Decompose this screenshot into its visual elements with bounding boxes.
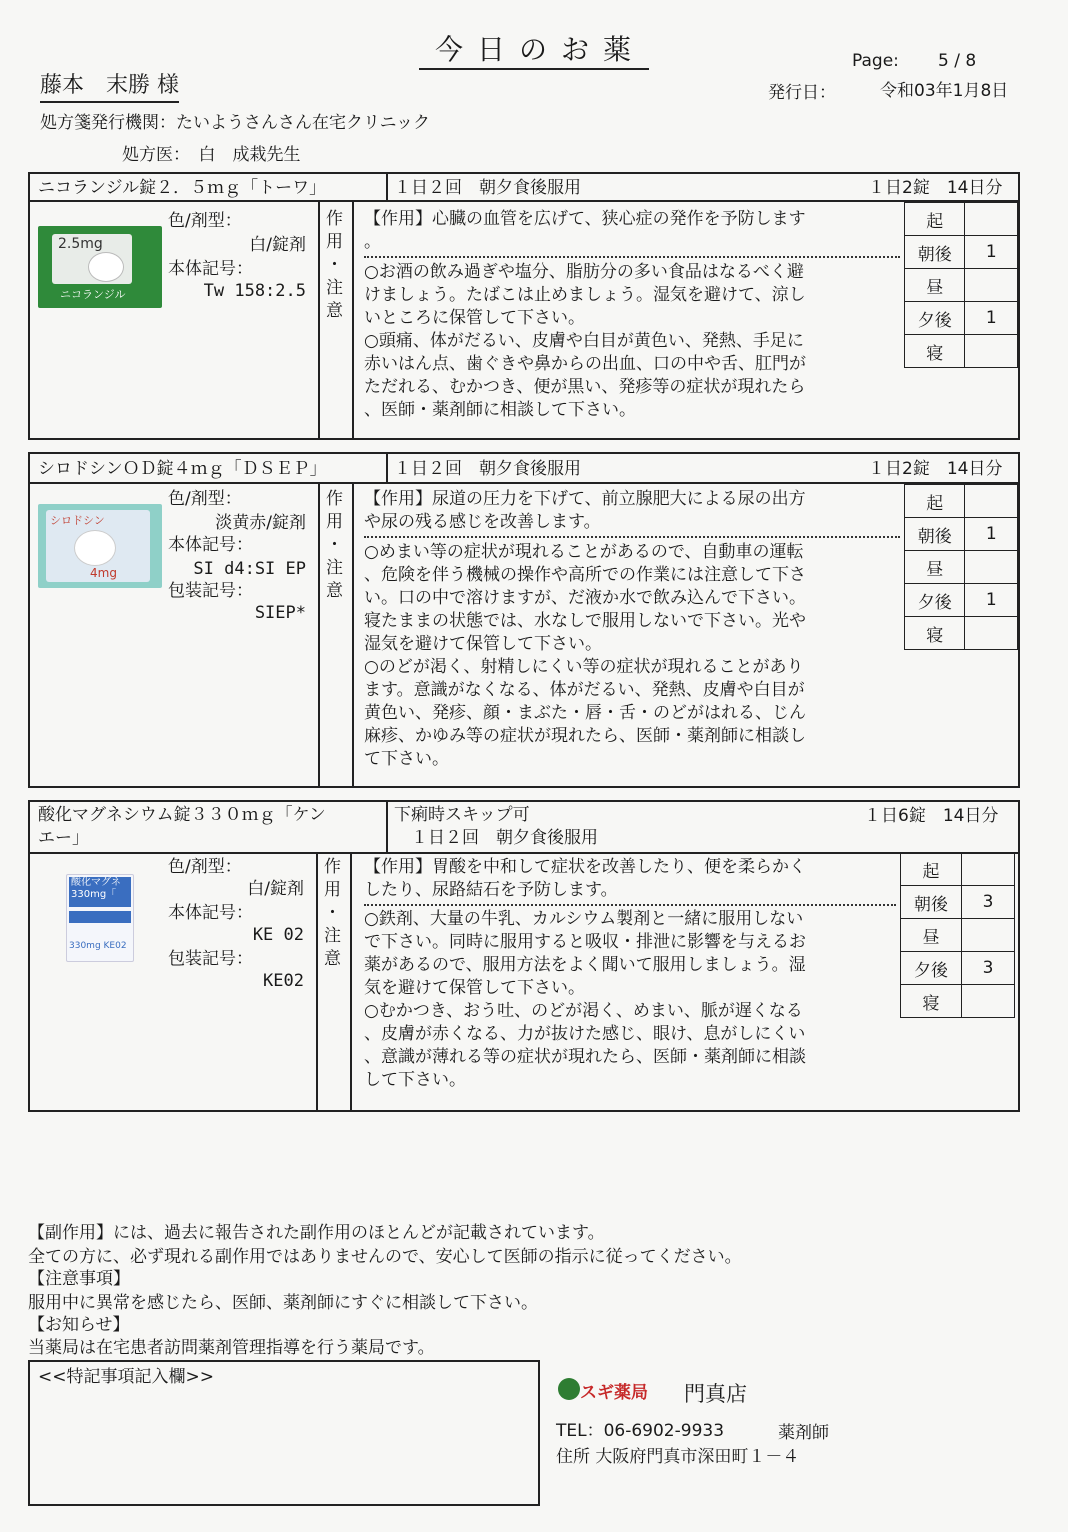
pharmacy-tel: TEL：06-6902-9933 bbox=[556, 1421, 725, 1441]
body-code-value: SI d4:SI EP bbox=[193, 559, 306, 579]
med-effect: 【作用】胃酸を中和して症状を改善したり、便を柔らかく したり、尿路結石を予防します。 bbox=[364, 857, 806, 900]
med-effect: 【作用】尿道の圧力を下げて、前立腺肥大による尿の出方 や尿の残る感じを改善します。 bbox=[364, 489, 806, 532]
med-dose: １日6錠 14日分 bbox=[864, 806, 999, 826]
notice-text: 当薬局は在宅患者訪問薬剤管理指導を行う薬局です。 bbox=[28, 1338, 435, 1358]
issue-date: 令和03年1月8日 bbox=[880, 81, 1009, 101]
pharmacist-label: 薬剤師 bbox=[778, 1423, 829, 1443]
color-value: 淡黄赤/錠剤 bbox=[215, 513, 306, 533]
medication-card-2 bbox=[28, 452, 1020, 788]
caution-title: 【注意事項】 bbox=[28, 1269, 130, 1289]
color-label: 色/剤型： bbox=[168, 857, 242, 877]
action-caution-label: 作 用 ・ 注 意 bbox=[326, 209, 343, 321]
issue-date-label: 発行日： bbox=[768, 83, 836, 103]
med-dose: １日2錠 14日分 bbox=[868, 459, 1003, 479]
pharmacy-address: 住所 大阪府門真市深田町１－４ bbox=[556, 1447, 800, 1467]
package-code-label: 包装記号： bbox=[168, 581, 253, 601]
package-code-value: KE02 bbox=[263, 971, 304, 991]
package-code-value: SIEP* bbox=[254, 603, 306, 623]
pharmacy-brand: スギ薬局 bbox=[580, 1383, 648, 1403]
action-caution-label: 作 用 ・ 注 意 bbox=[326, 489, 343, 601]
special-notes-label: <<特記事項記入欄>> bbox=[38, 1367, 214, 1387]
page-label: Page: bbox=[852, 51, 899, 71]
med-caution: ○鉄剤、大量の牛乳、カルシウム製剤と一緒に服用しない で下さい。同時に服用すると吸収・排泄に影響を与えるお 薬があるので、服用方法をよく聞いて服用しましょう。湿 気を避けて保管して下さい。 ○むかつき、おう吐、のどが渇く、めまい、脈が遅くなる 、皮膚が赤くなる、力が抜けた感じ、眼け、息がしにくい 、意識が薄れる等の症状が現れたら、医師・薬剤師に相談 して下さい。 bbox=[364, 909, 806, 1090]
body-code-label: 本体記号： bbox=[168, 535, 253, 555]
color-value: 白/錠剤 bbox=[249, 235, 306, 255]
color-label: 色/剤型： bbox=[168, 211, 242, 231]
caution-text: 服用中に異常を感じたら、医師、薬剤師にすぐに相談して下さい。 bbox=[28, 1293, 538, 1313]
pill-image: 2.5mg ニコランジル bbox=[38, 226, 162, 308]
pharmacy-store: 門真店 bbox=[684, 1382, 747, 1406]
document-title: 今日のお薬 bbox=[0, 28, 1068, 68]
dosing-schedule: 起 朝後 1 昼 夕後 1 寝 bbox=[904, 484, 1018, 650]
body-code-label: 本体記号： bbox=[168, 903, 253, 923]
patient-name: 藤本 末勝 様 bbox=[40, 68, 179, 103]
med-caution: ○お酒の飲み過ぎや塩分、脂肪分の多い食品はなるべく避 けましょう。たばこは止めましょう。湿気を避けて、涼し いところに保管して下さい。 ○頭痛、体がだるい、皮膚や白目が黄色い、発熱、手足に 赤いはん点、歯ぐきや鼻からの出血、口の中や舌、肛門が ただれる、むかつき、便が黒い、発疹等の症状が現れたら 、医師・薬剤師に相談して下さい。 bbox=[364, 262, 806, 420]
prescribing-doctor: 処方医： 白 成栽先生 bbox=[122, 145, 301, 165]
med-usage: 下痢時スキップ可 １日２回 朝夕食後服用 bbox=[394, 805, 598, 848]
medication-card-1 bbox=[28, 172, 1020, 440]
page-number: 5 / 8 bbox=[938, 51, 977, 71]
notice-title: 【お知らせ】 bbox=[28, 1315, 130, 1335]
side-effect-text: 全ての方に、必ず現れる副作用ではありませんので、安心して医師の指示に従ってください。 bbox=[28, 1247, 742, 1267]
side-effect-note: 【副作用】には、過去に報告された副作用のほとんどが記載されています。 bbox=[28, 1223, 605, 1243]
med-caution: ○めまい等の症状が現れることがあるので、自動車の運転 、危険を伴う機械の操作や高所での作業には注意して下さ い。口の中で溶けますが、だ液か水で飲み込んで下さい。 寝たままの状態では、水なしで服用しないで下さい。光や 湿気を避けて保管して下さい。 ○のどが渇く、射精しにくい等の症状が現れることがあり ます。意識がなくなる、体がだるい、発熱、皮膚や白目が 黄色い、発疹、顔・まぶた・唇・舌・のどがはれる、じん 麻疹、かゆみ等の症状が現れたら、医師・薬剤師に相談し て下さい。 bbox=[364, 542, 806, 769]
med-usage: １日２回 朝夕食後服用 bbox=[394, 459, 581, 479]
med-effect: 【作用】心臓の血管を広げて、狭心症の発作を予防します 。 bbox=[364, 209, 806, 252]
package-code-label: 包装記号： bbox=[168, 949, 253, 969]
med-dose: １日2錠 14日分 bbox=[868, 178, 1003, 198]
med-name: ニコランジル錠２．５ｍｇ「トーワ」 bbox=[38, 178, 327, 198]
body-code-value: KE 02 bbox=[252, 925, 304, 945]
dosing-schedule: 起 朝後 1 昼 夕後 1 寝 bbox=[904, 202, 1018, 368]
pharmacy-logo-icon bbox=[558, 1378, 580, 1400]
med-name: 酸化マグネシウム錠３３０ｍｇ「ケン エー」 bbox=[38, 805, 326, 848]
color-label: 色/剤型： bbox=[168, 489, 242, 509]
med-name: シロドシンＯＤ錠４ｍｇ「ＤＳＥＰ」 bbox=[38, 459, 327, 479]
special-notes-box[interactable] bbox=[28, 1360, 540, 1506]
pill-image: 酸化マグネ 330mg「 330mg KE02 bbox=[66, 874, 134, 962]
medication-card-3 bbox=[28, 800, 1020, 1112]
color-value: 白/錠剤 bbox=[247, 879, 304, 899]
action-caution-label: 作 用 ・ 注 意 bbox=[324, 857, 341, 969]
med-usage: １日２回 朝夕食後服用 bbox=[394, 178, 581, 198]
body-code-value: Tw 158:2.5 bbox=[203, 281, 306, 301]
prescribing-institution: 処方箋発行機関：たいようさんさん在宅クリニック bbox=[40, 113, 430, 133]
body-code-label: 本体記号： bbox=[168, 259, 253, 279]
pill-image: シロドシン 4mg bbox=[38, 504, 162, 588]
dosing-schedule: 起 朝後 3 昼 夕後 3 寝 bbox=[900, 852, 1015, 1018]
